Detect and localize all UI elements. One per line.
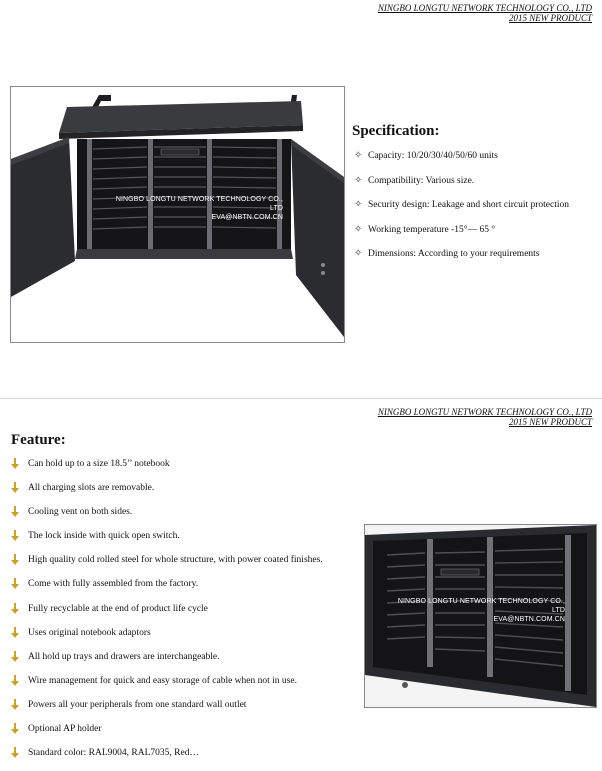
page-header-2 <box>378 407 592 427</box>
feature-item <box>11 530 323 554</box>
down-arrow-icon <box>11 458 28 473</box>
product-label: 2015 NEW PRODUCT <box>509 13 592 23</box>
watermark-email: EVA@NBTN.COM.CN <box>493 616 565 623</box>
four-point-star-icon: ✧ <box>354 223 363 235</box>
feature-item-text: Uses original notebook adaptors <box>28 627 151 638</box>
page-divider <box>0 398 602 399</box>
feature-item-text: Can hold up to a size 18.5’’ notebook <box>28 459 170 469</box>
down-arrow-icon <box>11 482 28 497</box>
company-name: NINGBO LONGTU NETWORK TECHNOLOGY CO., LTD <box>377 407 592 417</box>
down-arrow-icon <box>11 578 28 593</box>
watermark-company: NINGBO LONGTU NETWORK TECHNOLOGY CO., LTD <box>397 598 565 614</box>
product-label: 2015 NEW PRODUCT <box>509 417 592 427</box>
feature-item-text: Fully recyclable at the end of product life cycle <box>28 603 208 614</box>
cabinet-photo-open-doors <box>10 86 345 343</box>
watermark-company: NINGBO LONGTU NETWORK TECHNOLOGY CO., LTD <box>115 196 283 212</box>
down-arrow-icon <box>11 506 28 521</box>
feature-title: Feature: <box>11 432 66 448</box>
feature-list <box>11 458 323 771</box>
feature-item-text: Powers all your peripherals from one standard wall outlet <box>28 699 247 710</box>
feature-item-text: All hold up trays and drawers are interchangeable. <box>28 651 220 662</box>
feature-item <box>11 506 323 530</box>
feature-item <box>11 747 323 771</box>
down-arrow-icon <box>11 747 28 762</box>
page-header <box>378 3 592 23</box>
four-point-star-icon: ✧ <box>354 248 363 259</box>
specification-list <box>354 150 569 273</box>
feature-item <box>11 699 323 723</box>
feature-item-text: Standard color: RAL9004, RAL7035, Red… <box>28 748 199 759</box>
feature-item-text: The lock inside with quick open switch. <box>28 531 180 542</box>
down-arrow-icon <box>11 627 28 642</box>
photo-watermark <box>103 195 283 222</box>
spec-item-text: Working temperature -15°— 65 ° <box>368 224 496 235</box>
feature-item <box>11 482 323 506</box>
photo-watermark <box>385 597 565 624</box>
down-arrow-icon <box>11 603 28 618</box>
down-arrow-icon <box>11 675 28 690</box>
spec-item <box>354 150 569 175</box>
feature-item <box>11 651 323 675</box>
down-arrow-icon <box>11 699 28 714</box>
down-arrow-icon <box>11 530 28 545</box>
feature-item <box>11 578 323 602</box>
feature-item-text: High quality cold rolled steel for whole structure, with power coated finishes. <box>28 555 323 566</box>
feature-item-text: Cooling vent on both sides. <box>28 507 133 518</box>
down-arrow-icon <box>11 554 28 569</box>
feature-item-text: Come with fully assembled from the factory. <box>28 579 199 590</box>
feature-item-text: Wire management for quick and easy storage of cable when not in use. <box>28 675 297 686</box>
feature-item-text: Optional AP holder <box>28 724 102 735</box>
feature-item <box>11 554 323 578</box>
watermark-email: EVA@NBTN.COM.CN <box>211 214 283 221</box>
feature-item <box>11 723 323 747</box>
spec-item <box>354 175 569 200</box>
spec-item-text: Capacity: 10/20/30/40/50/60 units <box>368 151 498 161</box>
spec-item-text: Compatibility: Various size. <box>368 175 475 186</box>
spec-item <box>354 224 569 249</box>
feature-item <box>11 627 323 651</box>
feature-item-text: All charging slots are removable. <box>28 483 155 494</box>
feature-item <box>11 458 323 482</box>
down-arrow-icon <box>11 723 28 738</box>
feature-item <box>11 603 323 627</box>
specification-title: Specification: <box>352 123 440 139</box>
spec-item-text: Security design: Leakage and short circuit protection <box>368 200 570 210</box>
cabinet-photo-interior <box>364 524 597 708</box>
feature-item <box>11 675 323 699</box>
spec-item-text: Dimensions: According to your requirements <box>368 249 540 259</box>
four-point-star-icon: ✧ <box>354 199 363 210</box>
spec-item <box>354 199 569 224</box>
four-point-star-icon: ✧ <box>354 174 363 186</box>
company-name: NINGBO LONGTU NETWORK TECHNOLOGY CO., LTD <box>377 3 592 13</box>
four-point-star-icon: ✧ <box>354 150 363 161</box>
down-arrow-icon <box>11 651 28 666</box>
spec-item <box>354 248 569 273</box>
